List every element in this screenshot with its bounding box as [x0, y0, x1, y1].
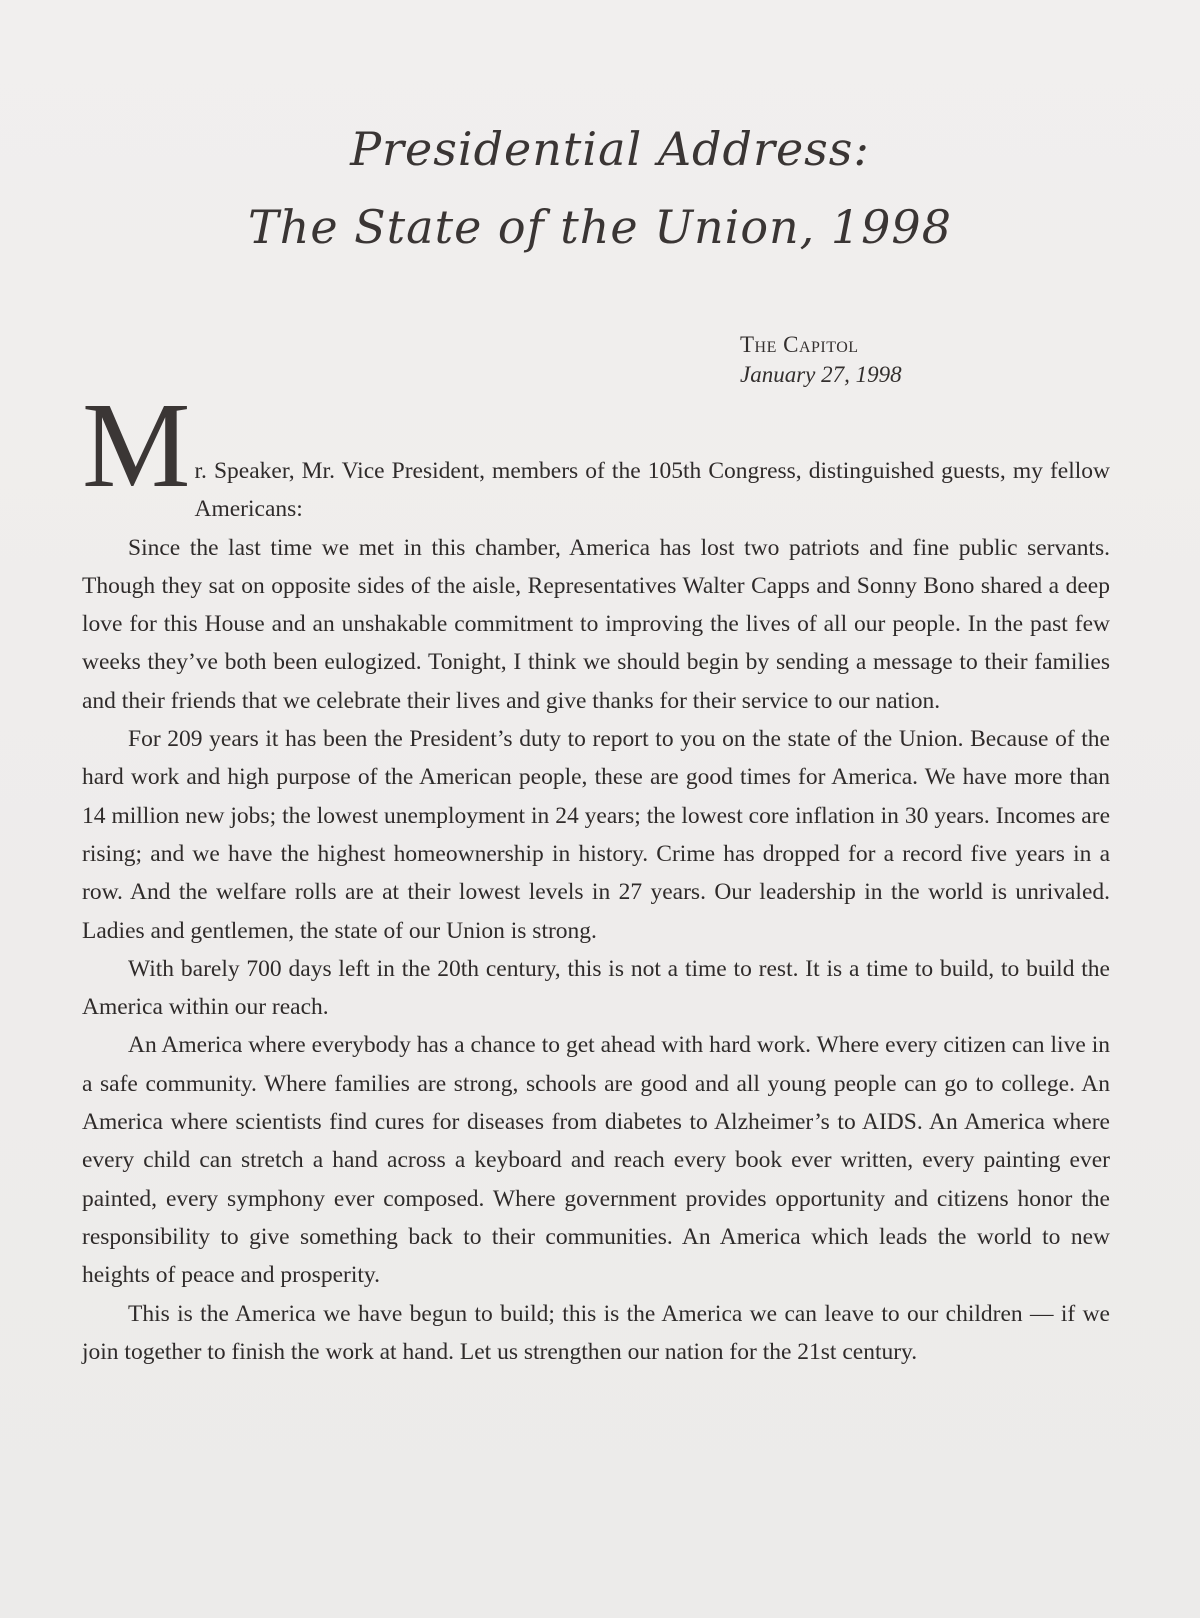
drop-cap: M: [82, 378, 191, 513]
paragraph: Since the last time we met in this chamber, America has lost two patriots and fine public servants. Though they sat on opposite sides of the aisle, Representatives Walter Capps and Sonny Bono shared a deep love for this House and an unshakable commitment to improving the lives of all our people. In the past few weeks they’ve both been eulogized. Tonight, I think we should begin by sending a message to their families and their friends that we celebrate their lives and give thanks for their service to our nation.: [82, 534, 1110, 714]
title-line-1: Presidential Address:: [350, 122, 870, 176]
paragraph: An America where everybody has a chance to get ahead with hard work. Where every citizen can live in a safe community. Where families are strong, schools are good and all young people can go to college. An America where scientists find cures for diseases from diabetes to Alzheimer’s to AIDS. An America where every child can stretch a hand across a keyboard and reach every book ever written, every painting ever painted, every symphony ever composed. Where government provides opportunity and citizens honor the responsibility to give something back to their communities. An America which leads the world to new heights of peace and prosperity.: [82, 1032, 1110, 1289]
paragraph: This is the America we have begun to build; this is the America we can leave to our children — if we join together to finish the work at hand. Let us strengthen our nation for the 21st century.: [82, 1300, 1110, 1365]
address-body: [82, 378, 1110, 1371]
title-line-2: The State of the Union, 1998: [248, 200, 952, 254]
dateline-place: The Capitol: [740, 332, 859, 357]
page-title: [0, 110, 1200, 266]
dateline: [740, 330, 1000, 390]
dateline-date: January 27, 1998: [740, 362, 902, 387]
opening-paragraph: r. Speaker, Mr. Vice President, members of the 105th Congress, distinguished guests, my fellow Americans:: [194, 458, 1110, 523]
paragraph: For 209 years it has been the President’s duty to report to you on the state of the Union. Because of the hard work and high purpose of the American people, these are good times for America. We have more than 14 million new jobs; the lowest unemployment in 24 years; the lowest core inflation in 30 years. Incomes are rising; and we have the highest homeownership in history. Crime has dropped for a record five years in a row. And the welfare rolls are at their lowest levels in 27 years. Our leadership in the world is unrivaled. Ladies and gentlemen, the state of our Union is strong.: [82, 726, 1110, 944]
paragraph: With barely 700 days left in the 20th century, this is not a time to rest. It is a time to build, to build the America within our reach.: [82, 955, 1110, 1021]
